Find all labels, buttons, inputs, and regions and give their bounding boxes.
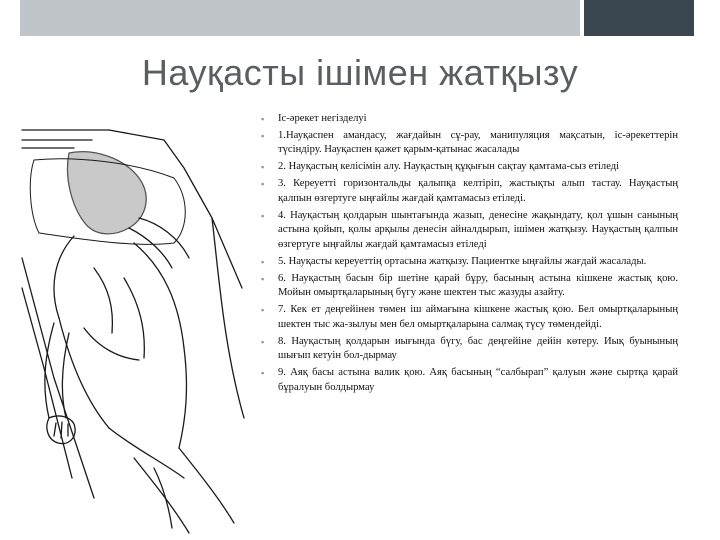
bullet-icon: ▪ <box>261 368 265 379</box>
patient-prone-illustration <box>14 118 254 538</box>
slide-title: Науқасты ішімен жатқызу <box>141 52 579 93</box>
list-item <box>258 177 678 206</box>
list-item-text: Іс-әрекет негізделуі <box>278 113 367 124</box>
header-bar-light <box>20 0 580 36</box>
list-item-text: 5. Науқасты кереуеттің ортасына жатқызу. Пациентке ыңғайлы жағдай жасалады. <box>278 255 647 267</box>
list-item-text: 6. Науқастың басын бір шетіне қарай бұру, басының астына кішкене жастық қою. Мойын омыртқаларының бүгу және шектен тыс жазуды азайту. <box>278 272 678 299</box>
list-item <box>258 335 678 364</box>
list-item-text: 2. Науқастың келісімін алу. Науқастың құқығын сақтау қамтама-сыз етіледі <box>278 161 620 173</box>
list-item <box>258 303 678 332</box>
list-item <box>258 366 678 395</box>
list-item <box>258 112 678 127</box>
header-bar-dark <box>584 0 694 36</box>
bullet-icon: ▪ <box>261 210 265 221</box>
slide-header-bar <box>0 0 720 38</box>
list-item-text: 1.Науқаспен амандасу, жағдайын сұ-рау, манипуляция мақсатын, іс-әрекеттерін түсіндіру. Науқаспен қажет қарым-қатынас жасалады <box>278 129 678 156</box>
list-item-text: 3. Кереуетті горизонтальды қалыпқа келтіріп, жастықты алып тастау. Науқастың қалпын өзгертуге ыңғайлы жағдай қамтамасыз етіледі. <box>278 178 678 204</box>
bullet-icon: ▪ <box>261 130 265 141</box>
list-item-text: 4. Науқастың қолдарын шынтағында жазып, денесіне жақындату, қол ұшын санының астына қойып, қолы арқылы денесін айналдырып, ішімен жатқызу. Науқастың қалпын өзгертуге ыңғайлы жағдай қамтамасыз етіледі <box>278 209 678 250</box>
bullet-icon: ▪ <box>261 256 265 267</box>
list-item <box>258 255 678 270</box>
instruction-list <box>258 112 678 398</box>
bullet-icon: ▪ <box>261 305 265 316</box>
list-item <box>258 272 678 301</box>
bullet-icon: ▪ <box>261 336 265 347</box>
bullet-icon: ▪ <box>261 179 265 190</box>
list-item <box>258 209 678 253</box>
bullet-icon: ▪ <box>261 273 265 284</box>
header-bar-gap <box>694 0 720 36</box>
bullet-icon: ▪ <box>261 162 265 173</box>
list-item-text: 8. Науқастың қолдарын иығында бүгу, бас деңгейіне дейін көтеру. Иық буынының шығып кетуін бол-дырмау <box>278 335 678 362</box>
list-item-text: 7. Кек ет деңгейінен төмен іш аймағына кішкене жастық қою. Бел омыртқаларының шектен тыс жа-зылуы мен бел омыртқаларына салмақ түсу төмендейді. <box>278 304 678 330</box>
list-item-text: 9. Аяқ басы астына валик қою. Аяқ басының “салбырап” қалуын және сыртқа қарай бұралуын болдырмау <box>278 367 678 393</box>
bullet-icon: ▪ <box>261 114 265 124</box>
list-item <box>258 160 678 175</box>
list-item <box>258 129 678 158</box>
